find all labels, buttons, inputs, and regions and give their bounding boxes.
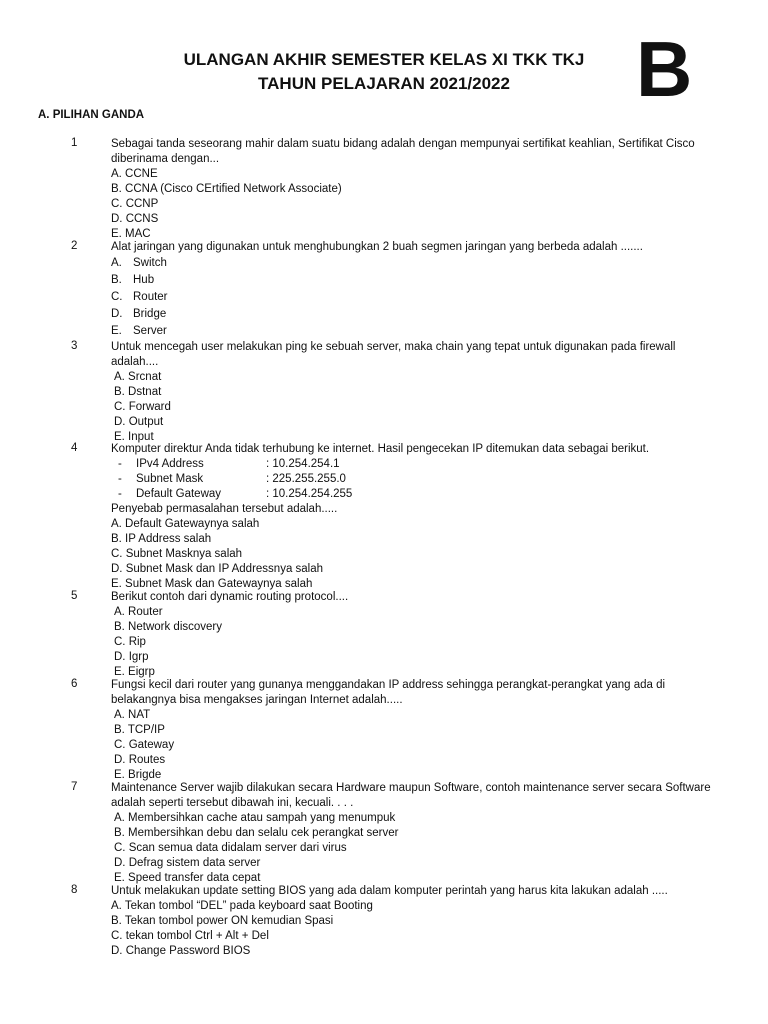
exam-title-line1: ULANGAN AKHIR SEMESTER KELAS XI TKK TKJ [183,50,585,69]
option-letter: E. [111,325,122,337]
option-d[interactable]: D. CCNS [111,213,159,225]
option-e[interactable]: E. Input [114,431,154,443]
option-a[interactable] [111,255,721,272]
question-text: Untuk melakukan update setting BIOS yang ada dalam komputer perintah yang harus kita lakukan adalah ..... [111,885,668,897]
option-b[interactable]: B. Network discovery [114,621,223,633]
option-e[interactable]: E. Brigde [114,769,162,781]
section-heading: A. PILIHAN GANDA [38,109,145,121]
detail-value: : 10.254.254.255 [266,488,353,500]
question-number: 4 [71,442,78,454]
option-b[interactable]: B. IP Address salah [111,533,212,545]
detail-key: Subnet Mask [136,473,204,485]
option-letter: B. [111,274,122,286]
network-detail-row [111,487,721,502]
option-c[interactable]: C. tekan tombol Ctrl + Alt + Del [111,930,269,942]
question-text: Alat jaringan yang digunakan untuk menghubungkan 2 buah segmen jaringan yang berbeda adalah ....... [111,241,643,253]
option-label: Router [133,291,168,303]
option-c[interactable]: C. Forward [114,401,171,413]
option-label: Server [133,325,167,337]
option-d[interactable]: D. Routes [114,754,166,766]
option-c[interactable]: C. Scan semua data didalam server dari virus [114,842,347,854]
bullet-dash: - [118,473,122,485]
question-number: 7 [71,781,78,793]
option-c[interactable]: C. Gateway [114,739,175,751]
option-letter: D. [111,308,123,320]
question-text: Maintenance Server wajib dilakukan secara Hardware maupun Software, contoh maintenance server secara Software adalah seperti tersebut dibawah ini, kecuali. . . . [111,782,711,809]
detail-value: : 10.254.254.1 [266,458,340,470]
question-number: 1 [71,137,78,149]
option-c[interactable]: C. CCNP [111,198,159,210]
option-b[interactable]: B. TCP/IP [114,724,165,736]
option-label: Switch [133,257,167,269]
question-text: Sebagai tanda seseorang mahir dalam suatu bidang adalah dengan mempunyai sertifikat keahlian, Sertifikat Cisco diberinama dengan... [111,138,695,165]
question-number: 8 [71,884,78,896]
option-a[interactable]: A. Tekan tombol “DEL” pada keyboard saat Booting [111,900,373,912]
question-number: 5 [71,590,78,602]
option-d[interactable] [111,306,721,323]
question-text: Fungsi kecil dari router yang gunanya menggandakan IP address sehingga perangkat-perangkat yang ada di belakangnya bisa mengakses jaringan Internet adalah..... [111,679,666,706]
bullet-dash: - [118,488,122,500]
detail-value: : 225.255.255.0 [266,473,346,485]
option-e[interactable]: E. Subnet Mask dan Gatewaynya salah [111,578,313,590]
option-b[interactable] [111,272,721,289]
question-number: 6 [71,678,78,690]
option-b[interactable]: B. Membersihkan debu dan selalu cek perangkat server [114,827,399,839]
bullet-dash: - [118,458,122,470]
option-d[interactable]: D. Output [114,416,164,428]
question-text: Untuk mencegah user melakukan ping ke sebuah server, maka chain yang tepat untuk digunakan pada firewall adalah.... [111,341,676,368]
option-c[interactable]: C. Rip [114,636,146,648]
option-a[interactable]: A. Router [114,606,163,618]
option-a[interactable]: A. Srcnat [114,371,162,383]
exam-version-letter: B [636,25,693,113]
option-d[interactable]: D. Defrag sistem data server [114,857,261,869]
option-d[interactable]: D. Igrp [114,651,149,663]
question-text: Komputer direktur Anda tidak terhubung ke internet. Hasil pengecekan IP ditemukan data sebagai berikut. [111,443,650,455]
detail-key: Default Gateway [136,488,222,500]
network-detail-row [111,472,721,487]
question-prompt: Penyebab permasalahan tersebut adalah..... [111,503,338,515]
option-letter: A. [111,257,122,269]
network-detail-row [111,457,721,472]
option-b[interactable]: B. Dstnat [114,386,162,398]
exam-title-line2: TAHUN PELAJARAN 2021/2022 [258,74,510,93]
option-e[interactable]: E. MAC [111,228,151,240]
option-a[interactable]: A. Default Gatewaynya salah [111,518,260,530]
option-e[interactable] [111,323,721,340]
option-label: Bridge [133,308,167,320]
detail-key: IPv4 Address [136,458,204,470]
option-b[interactable]: B. Tekan tombol power ON kemudian Spasi [111,915,334,927]
option-c[interactable] [111,289,721,306]
option-d[interactable]: D. Subnet Mask dan IP Addressnya salah [111,563,324,575]
option-d[interactable]: D. Change Password BIOS [111,945,251,957]
option-e[interactable]: E. Speed transfer data cepat [114,872,261,884]
question-text: Berikut contoh dari dynamic routing protocol.... [111,591,349,603]
option-c[interactable]: C. Subnet Masknya salah [111,548,243,560]
option-a[interactable]: A. NAT [114,709,151,721]
option-e[interactable]: E. Eigrp [114,666,155,678]
option-a[interactable]: A. CCNE [111,168,158,180]
option-label: Hub [133,274,155,286]
option-b[interactable]: B. CCNA (Cisco CErtified Network Associate) [111,183,342,195]
option-a[interactable]: A. Membersihkan cache atau sampah yang menumpuk [114,812,396,824]
question-number: 2 [71,240,78,252]
option-letter: C. [111,291,123,303]
question-number: 3 [71,340,78,352]
